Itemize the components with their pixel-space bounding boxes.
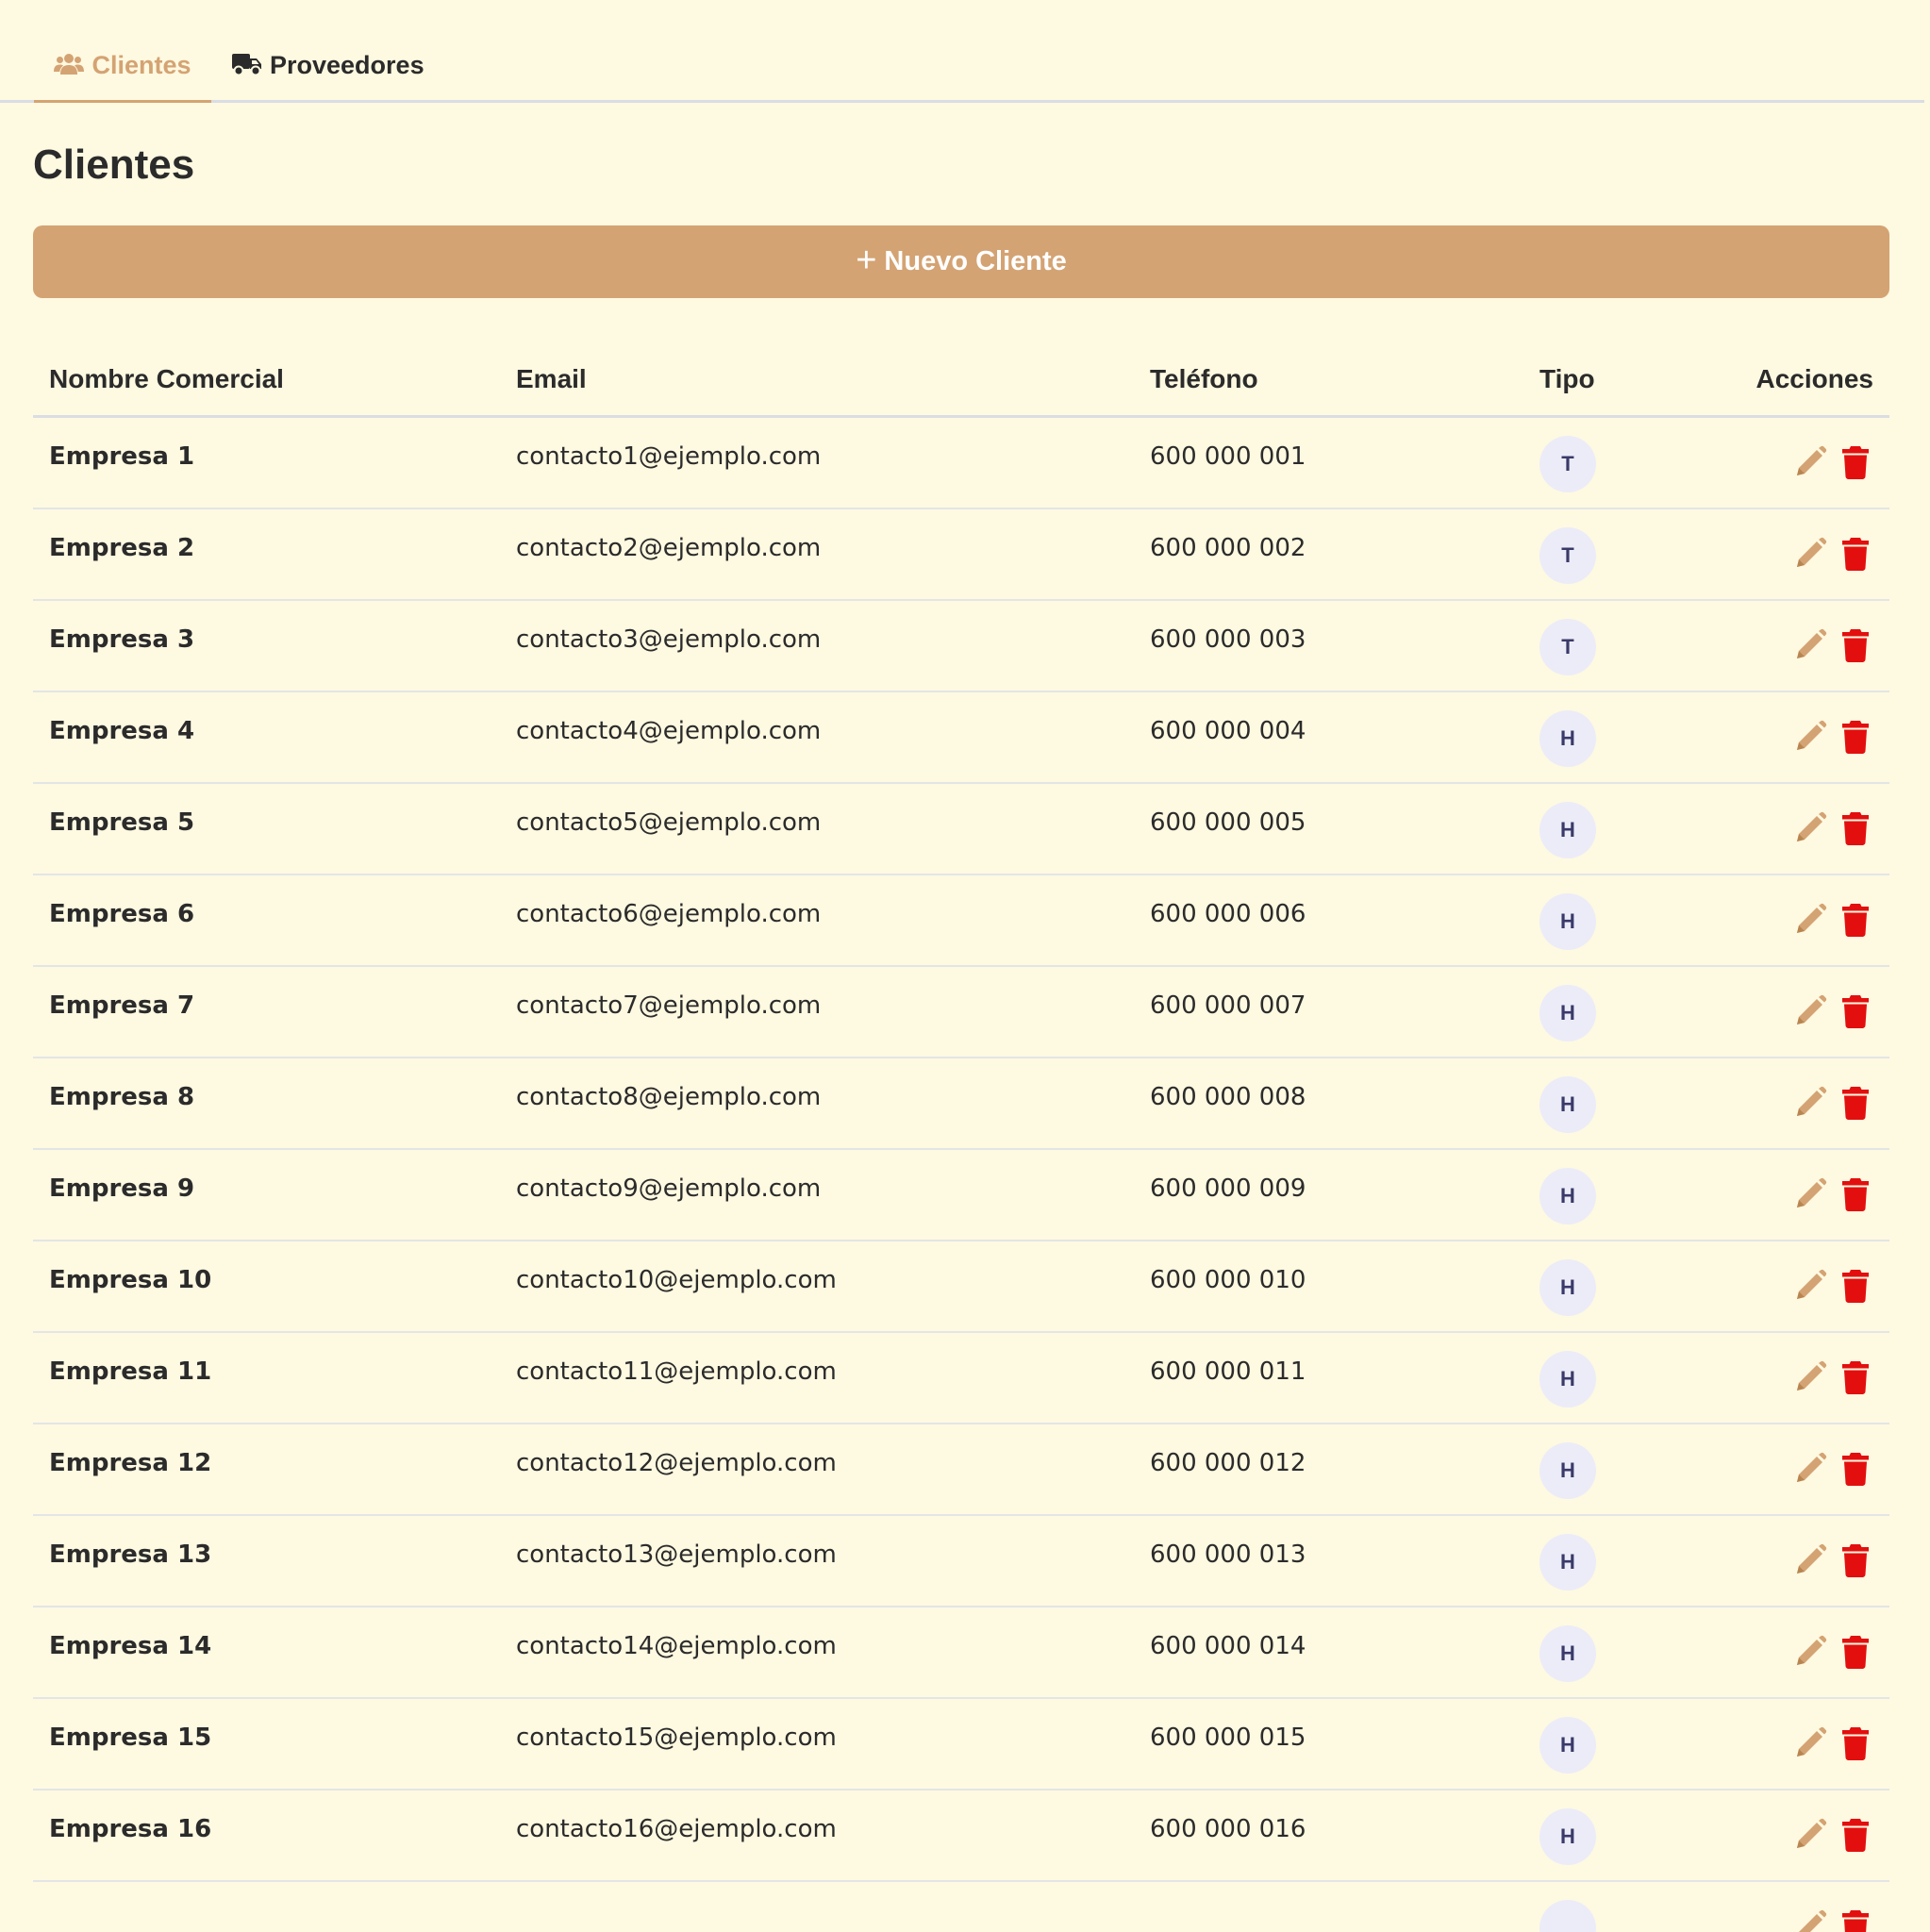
delete-button[interactable] [1838,1908,1873,1932]
table-row[interactable] [33,1698,1889,1790]
edit-button[interactable] [1792,1268,1828,1304]
trash-icon [1841,1452,1870,1486]
table-row[interactable] [33,1607,1889,1698]
type-badge: H [1539,1717,1596,1774]
new-client-button[interactable] [33,225,1889,298]
type-badge: H [1539,1259,1596,1316]
cell-acciones [1674,1515,1889,1607]
cell-acciones [1674,1607,1889,1698]
header-acciones: Acciones [1674,343,1889,417]
clients-table [33,343,1889,1932]
trash-icon [1841,903,1870,937]
cell-acciones [1674,1149,1889,1241]
type-badge: H [1539,1625,1596,1682]
page-title: Clientes [33,142,195,188]
cell-tipo [1523,1607,1674,1698]
pencil-icon [1793,445,1827,479]
type-badge: T [1539,527,1596,584]
cell-telefono: 600 000 009 [1134,1149,1523,1241]
delete-button[interactable] [1838,1725,1873,1761]
cell-email: contacto3@ejemplo.com [500,600,1134,691]
table-row[interactable] [33,1149,1889,1241]
table-row[interactable] [33,1241,1889,1332]
cell-acciones [1674,966,1889,1058]
cell-email: contacto15@ejemplo.com [500,1698,1134,1790]
table-header-row [33,343,1889,417]
tab-clientes-label: Clientes [92,51,191,79]
header-email[interactable]: Email [500,343,1134,417]
delete-button[interactable] [1838,1634,1873,1670]
cell-email: contacto9@ejemplo.com [500,1149,1134,1241]
type-badge: H [1539,893,1596,950]
cell-email: contacto2@ejemplo.com [500,508,1134,600]
delete-button[interactable] [1838,902,1873,938]
cell-tipo [1523,966,1674,1058]
cell-acciones [1674,1241,1889,1332]
cell-email: contacto12@ejemplo.com [500,1424,1134,1515]
tab-proveedores-label: Proveedores [270,51,424,79]
cell-tipo [1523,1515,1674,1607]
table-row[interactable] [33,1515,1889,1607]
table-row[interactable] [33,691,1889,783]
cell-email: contacto10@ejemplo.com [500,1241,1134,1332]
table-row[interactable] [33,874,1889,966]
delete-button[interactable] [1838,444,1873,480]
header-tipo[interactable]: Tipo [1523,343,1674,417]
delete-button[interactable] [1838,1176,1873,1212]
cell-acciones [1674,783,1889,874]
trash-icon [1841,1909,1870,1932]
cell-telefono: 600 000 004 [1134,691,1523,783]
cell-telefono: 600 000 013 [1134,1515,1523,1607]
edit-button[interactable] [1792,993,1828,1029]
delete-button[interactable] [1838,1817,1873,1853]
cell-email: contacto1@ejemplo.com [500,417,1134,508]
cell-email [500,1881,1134,1932]
cell-nombre-comercial: Empresa 12 [33,1424,500,1515]
delete-button[interactable] [1838,536,1873,572]
tab-clientes[interactable] [34,38,211,103]
trash-icon [1841,445,1870,479]
cell-nombre-comercial: Empresa 3 [33,600,500,691]
cell-acciones [1674,600,1889,691]
cell-nombre-comercial: Empresa 5 [33,783,500,874]
cell-tipo [1523,508,1674,600]
table-row[interactable] [33,966,1889,1058]
pencil-icon [1793,720,1827,754]
trash-icon [1841,1726,1870,1760]
trash-icon [1841,537,1870,571]
cell-acciones [1674,1332,1889,1424]
cell-telefono: 600 000 010 [1134,1241,1523,1332]
users-icon [54,52,84,76]
pencil-icon [1793,1177,1827,1211]
cell-telefono [1134,1881,1523,1932]
table-row[interactable] [33,600,1889,691]
cell-acciones [1674,417,1889,508]
cell-telefono: 600 000 015 [1134,1698,1523,1790]
cell-acciones [1674,1058,1889,1149]
edit-button[interactable] [1792,902,1828,938]
delete-button[interactable] [1838,1085,1873,1121]
cell-acciones [1674,691,1889,783]
cell-telefono: 600 000 002 [1134,508,1523,600]
cell-telefono: 600 000 007 [1134,966,1523,1058]
trash-icon [1841,1543,1870,1577]
pencil-icon [1793,628,1827,662]
header-telefono[interactable]: Teléfono [1134,343,1523,417]
trash-icon [1841,1269,1870,1303]
cell-acciones [1674,874,1889,966]
cell-nombre-comercial: Empresa 2 [33,508,500,600]
cell-telefono: 600 000 001 [1134,417,1523,508]
type-badge: H [1539,1076,1596,1133]
table-row[interactable] [33,508,1889,600]
table-row[interactable] [33,1332,1889,1424]
edit-button[interactable] [1792,536,1828,572]
cell-telefono: 600 000 006 [1134,874,1523,966]
pencil-icon [1793,1909,1827,1932]
type-badge: T [1539,436,1596,492]
trash-icon [1841,1177,1870,1211]
edit-button[interactable] [1792,627,1828,663]
cell-tipo [1523,417,1674,508]
cell-tipo [1523,1058,1674,1149]
cell-nombre-comercial: Empresa 15 [33,1698,500,1790]
plus-icon: + [856,240,877,280]
tab-bar [0,0,1924,103]
type-badge: H [1539,1808,1596,1865]
cell-telefono: 600 000 011 [1134,1332,1523,1424]
cell-tipo [1523,1424,1674,1515]
tab-proveedores[interactable] [232,38,424,100]
edit-button[interactable] [1792,719,1828,755]
edit-button[interactable] [1792,1634,1828,1670]
trash-icon [1841,1086,1870,1120]
cell-email: contacto14@ejemplo.com [500,1607,1134,1698]
pencil-icon [1793,903,1827,937]
cell-telefono: 600 000 014 [1134,1607,1523,1698]
trash-icon [1841,994,1870,1028]
cell-acciones [1674,1881,1889,1932]
cell-tipo [1523,1332,1674,1424]
cell-telefono: 600 000 016 [1134,1790,1523,1881]
cell-nombre-comercial: Empresa 9 [33,1149,500,1241]
type-badge: H [1539,1442,1596,1499]
table-row[interactable] [33,417,1889,508]
header-nombre-comercial[interactable]: Nombre Comercial [33,343,500,417]
type-badge: H [1539,1351,1596,1407]
cell-tipo [1523,1790,1674,1881]
cell-email: contacto13@ejemplo.com [500,1515,1134,1607]
pencil-icon [1793,1360,1827,1394]
cell-tipo [1523,1698,1674,1790]
truck-icon [232,52,262,76]
pencil-icon [1793,1086,1827,1120]
delete-button[interactable] [1838,810,1873,846]
cell-nombre-comercial: Empresa 7 [33,966,500,1058]
cell-email: contacto6@ejemplo.com [500,874,1134,966]
delete-button[interactable] [1838,627,1873,663]
pencil-icon [1793,1726,1827,1760]
table-row[interactable] [33,1424,1889,1515]
cell-telefono: 600 000 012 [1134,1424,1523,1515]
type-badge: H [1539,1534,1596,1591]
delete-button[interactable] [1838,1359,1873,1395]
cell-email: contacto5@ejemplo.com [500,783,1134,874]
trash-icon [1841,811,1870,845]
edit-button[interactable] [1792,810,1828,846]
new-client-button-label: Nuevo Cliente [884,246,1067,276]
cell-acciones [1674,1698,1889,1790]
cell-nombre-comercial: Empresa 11 [33,1332,500,1424]
edit-button[interactable] [1792,1908,1828,1932]
pencil-icon [1793,1818,1827,1852]
trash-icon [1841,628,1870,662]
edit-button[interactable] [1792,1451,1828,1487]
cell-tipo [1523,874,1674,966]
cell-tipo [1523,600,1674,691]
cell-email: contacto4@ejemplo.com [500,691,1134,783]
edit-button[interactable] [1792,1359,1828,1395]
edit-button[interactable] [1792,1542,1828,1578]
edit-button[interactable] [1792,1176,1828,1212]
type-badge: H [1539,1168,1596,1224]
delete-button[interactable] [1838,1451,1873,1487]
type-badge: T [1539,619,1596,675]
cell-nombre-comercial: Empresa 1 [33,417,500,508]
cell-nombre-comercial: Empresa 4 [33,691,500,783]
cell-nombre-comercial: Empresa 8 [33,1058,500,1149]
cell-nombre-comercial: Empresa 10 [33,1241,500,1332]
cell-email: contacto8@ejemplo.com [500,1058,1134,1149]
cell-telefono: 600 000 005 [1134,783,1523,874]
pencil-icon [1793,1269,1827,1303]
cell-tipo [1523,691,1674,783]
cell-nombre-comercial: Empresa 6 [33,874,500,966]
cell-nombre-comercial: Empresa 16 [33,1790,500,1881]
trash-icon [1841,1360,1870,1394]
delete-button[interactable] [1838,993,1873,1029]
pencil-icon [1793,1452,1827,1486]
delete-button[interactable] [1838,719,1873,755]
table-row[interactable] [33,1790,1889,1881]
trash-icon [1841,1635,1870,1669]
pencil-icon [1793,537,1827,571]
cell-telefono: 600 000 003 [1134,600,1523,691]
cell-tipo [1523,1881,1674,1932]
cell-nombre-comercial: Empresa 14 [33,1607,500,1698]
pencil-icon [1793,1543,1827,1577]
edit-button[interactable] [1792,1817,1828,1853]
type-badge [1539,1900,1596,1932]
cell-tipo [1523,783,1674,874]
cell-email: contacto7@ejemplo.com [500,966,1134,1058]
table-body [33,417,1889,1932]
edit-button[interactable] [1792,1085,1828,1121]
cell-tipo [1523,1149,1674,1241]
delete-button[interactable] [1838,1542,1873,1578]
trash-icon [1841,1818,1870,1852]
table-row[interactable] [33,1058,1889,1149]
delete-button[interactable] [1838,1268,1873,1304]
pencil-icon [1793,811,1827,845]
cell-acciones [1674,1790,1889,1881]
cell-email: contacto11@ejemplo.com [500,1332,1134,1424]
pencil-icon [1793,1635,1827,1669]
trash-icon [1841,720,1870,754]
type-badge: H [1539,802,1596,858]
edit-button[interactable] [1792,444,1828,480]
cell-nombre-comercial [33,1881,500,1932]
table-row[interactable] [33,1881,1889,1932]
edit-button[interactable] [1792,1725,1828,1761]
clients-table-container [33,343,1889,1932]
pencil-icon [1793,994,1827,1028]
type-badge: H [1539,710,1596,767]
cell-nombre-comercial: Empresa 13 [33,1515,500,1607]
type-badge: H [1539,985,1596,1041]
cell-acciones [1674,1424,1889,1515]
table-row[interactable] [33,783,1889,874]
cell-tipo [1523,1241,1674,1332]
cell-email: contacto16@ejemplo.com [500,1790,1134,1881]
cell-acciones [1674,508,1889,600]
cell-telefono: 600 000 008 [1134,1058,1523,1149]
